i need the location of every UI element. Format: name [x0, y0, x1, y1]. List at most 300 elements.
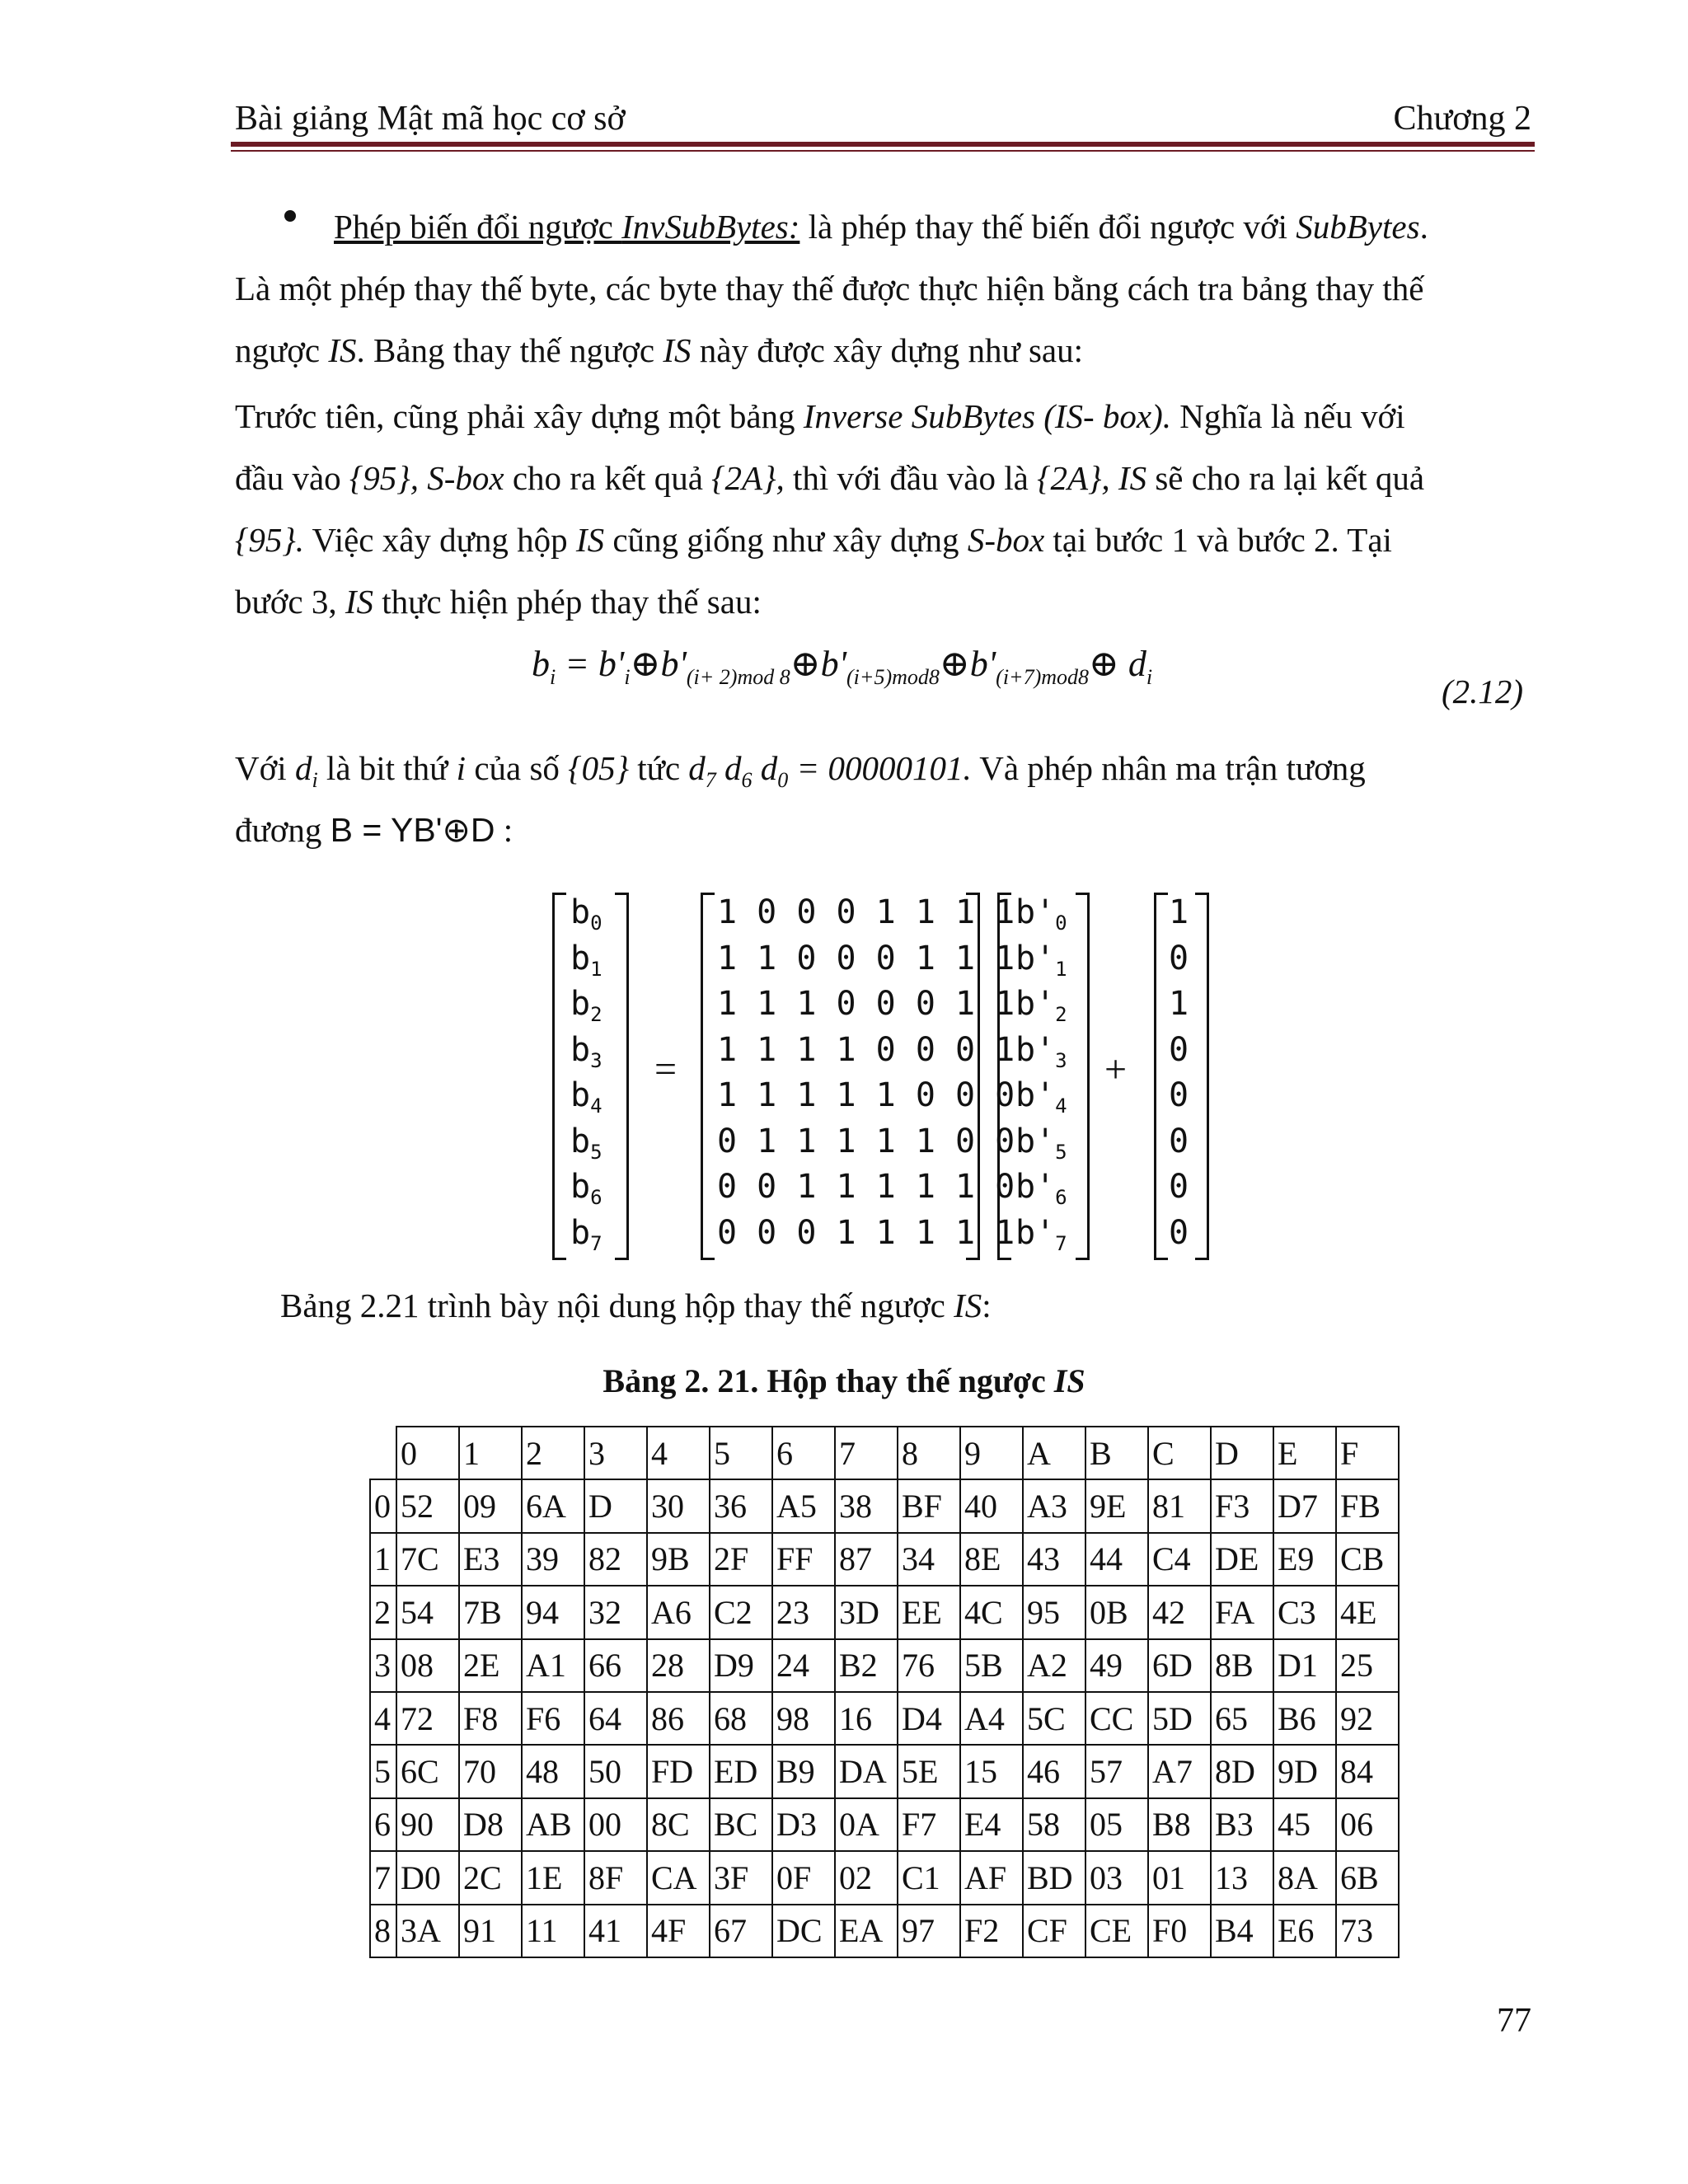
entry-base: b [570, 939, 591, 977]
table-cell: 4F [647, 1905, 710, 1957]
table-cell: 58 [1023, 1798, 1085, 1851]
text-italic: d [715, 749, 742, 787]
table-cell: A5 [772, 1479, 835, 1532]
table-cell: 81 [1148, 1479, 1211, 1532]
entry-base: b' [1015, 985, 1056, 1023]
table-cell: 7C [396, 1533, 459, 1586]
entry-base: b' [1015, 1030, 1056, 1069]
table-cell: 41 [584, 1905, 647, 1957]
table-cell: A3 [1023, 1479, 1085, 1532]
table-cell: 92 [1336, 1692, 1399, 1745]
table-cell: 54 [396, 1586, 459, 1638]
table-row [370, 1798, 1399, 1851]
formula-sub: i [624, 664, 631, 689]
text-span: tại bước 1 và bước 2. Tại [1044, 521, 1392, 559]
table-cell: B8 [1148, 1798, 1211, 1851]
table-cell: 8C [647, 1798, 710, 1851]
table-cell: 30 [647, 1479, 710, 1532]
bullet-title-italic: InvSubBytes: [621, 208, 800, 246]
table-cell: 25 [1336, 1639, 1399, 1692]
text-italic: {95}. [235, 521, 305, 559]
entry-base: b [570, 1122, 591, 1160]
row-header: 4 [370, 1692, 396, 1745]
table-cell: DA [835, 1745, 898, 1797]
table-cell: FF [772, 1533, 835, 1586]
matrix-y-row: 0 0 1 1 1 1 1 0 [717, 1168, 1015, 1206]
bullet-line-3 [235, 320, 1533, 382]
table-cell: 44 [1085, 1533, 1148, 1586]
vector-d-entry: 1 [1169, 985, 1189, 1023]
entry-sub: 7 [590, 1231, 603, 1255]
vector-b-prime-entry [1015, 982, 1067, 1028]
header-rule [231, 142, 1535, 147]
table-cell: 01 [1148, 1851, 1211, 1904]
text-span: đầu vào [235, 459, 349, 497]
table-cell: 28 [647, 1639, 710, 1692]
para2-line-1 [235, 386, 1533, 448]
text-span: Bảng 2. 21. Hộp thay thế ngược [603, 1362, 1054, 1399]
table-cell: 2C [459, 1851, 522, 1904]
bullet-icon [284, 210, 296, 222]
matrix-y-row: 1 1 1 1 0 0 0 1 [717, 1030, 1015, 1069]
table-cell: A2 [1023, 1639, 1085, 1692]
table-cell: 9B [647, 1533, 710, 1586]
text-span: của số [466, 749, 569, 787]
table-cell: 8A [1273, 1851, 1336, 1904]
table-cell: 8E [960, 1533, 1023, 1586]
vector-b-entry [570, 890, 603, 936]
table-cell: 0A [835, 1798, 898, 1851]
vector-b-prime [1015, 890, 1067, 1256]
entry-base: b' [1015, 893, 1056, 931]
table-cell: 6C [396, 1745, 459, 1797]
text-sub: i [312, 768, 318, 793]
table-cell: 03 [1085, 1851, 1148, 1904]
text-span: : [495, 811, 513, 849]
table-cell: C4 [1148, 1533, 1211, 1586]
bullet-text-italic: SubBytes [1296, 208, 1420, 246]
table-cell: B9 [772, 1745, 835, 1797]
entry-sub: 2 [1055, 1003, 1067, 1026]
entry-sub: 1 [1055, 957, 1067, 981]
column-header: 3 [584, 1427, 647, 1479]
table-cell: 39 [522, 1533, 584, 1586]
page-number: 77 [1497, 2002, 1531, 2040]
matrix-y-row: 1 1 1 0 0 0 1 1 [717, 985, 1015, 1023]
equals-sign: = [654, 1047, 678, 1091]
column-header: 7 [835, 1427, 898, 1479]
table-cell: AF [960, 1851, 1023, 1904]
table-cell: BD [1023, 1851, 1085, 1904]
table-row [370, 1639, 1399, 1692]
table-cell: 4C [960, 1586, 1023, 1638]
table-cell: 50 [584, 1745, 647, 1797]
vector-d-entry: 0 [1169, 1076, 1189, 1114]
text-span: thực hiện phép thay thế sau: [373, 583, 762, 621]
entry-sub: 4 [590, 1094, 603, 1118]
row-header: 3 [370, 1639, 396, 1692]
text-sub: 7 [705, 768, 716, 793]
table-cell: 90 [396, 1798, 459, 1851]
vector-b-entry [570, 1165, 603, 1211]
entry-sub: 1 [590, 957, 603, 981]
entry-sub: 0 [590, 912, 603, 935]
table-cell: D4 [898, 1692, 960, 1745]
text-span: Trước tiên, cũng phải xây dựng một bảng [235, 397, 804, 435]
text-italic: {2A}, IS [1037, 459, 1147, 497]
table-cell: F3 [1211, 1479, 1273, 1532]
table-cell: 3A [396, 1905, 459, 1957]
header-chapter: Chương 2 [1393, 100, 1531, 138]
table-cell: E3 [459, 1533, 522, 1586]
table-cell: 43 [1023, 1533, 1085, 1586]
table-cell: B4 [1211, 1905, 1273, 1957]
formula-sub: (i+7)mod8 [996, 664, 1090, 689]
table-cell: C1 [898, 1851, 960, 1904]
text-sub: 0 [777, 768, 789, 793]
vector-b-prime-entry [1015, 890, 1067, 936]
text-italic: {05} [568, 749, 629, 787]
table-row [370, 1745, 1399, 1797]
column-header: 2 [522, 1427, 584, 1479]
bracket-left [997, 893, 1011, 1260]
table-cell: 5B [960, 1639, 1023, 1692]
table-cell: 23 [772, 1586, 835, 1638]
text-span: là bit thứ [317, 749, 457, 787]
column-header: 8 [898, 1427, 960, 1479]
table-cell: 06 [1336, 1798, 1399, 1851]
table-cell: 82 [584, 1533, 647, 1586]
para3-line-2 [235, 799, 1533, 861]
table-cell: A4 [960, 1692, 1023, 1745]
table-cell: 65 [1211, 1692, 1273, 1745]
text-span: Nghĩa là nếu với [1171, 397, 1405, 435]
table-cell: C2 [710, 1586, 772, 1638]
vector-d-entry: 0 [1169, 1168, 1189, 1206]
table-cell: B3 [1211, 1798, 1273, 1851]
table-cell: F7 [898, 1798, 960, 1851]
text-span: đương [235, 811, 331, 849]
table-cell: 3F [710, 1851, 772, 1904]
table-cell: E6 [1273, 1905, 1336, 1957]
table-cell: 15 [960, 1745, 1023, 1797]
table-cell: 9D [1273, 1745, 1336, 1797]
formula-term: ⊕ d [1089, 644, 1146, 684]
text-italic: {95}, S-box [349, 459, 504, 497]
table-cell: 34 [898, 1533, 960, 1586]
text-sub: 6 [741, 768, 753, 793]
table-cell: F0 [1148, 1905, 1211, 1957]
entry-base: b' [1015, 1122, 1056, 1160]
table-cell: 6A [522, 1479, 584, 1532]
formula-term: ⊕b' [939, 644, 996, 684]
table-cell: E4 [960, 1798, 1023, 1851]
table-cell: DC [772, 1905, 835, 1957]
vector-b-prime-entry [1015, 936, 1067, 982]
bracket-left [701, 893, 715, 1260]
table-cell: 94 [522, 1586, 584, 1638]
table-cell: 70 [459, 1745, 522, 1797]
formula-term: = b' [556, 644, 625, 684]
table-cell: D9 [710, 1639, 772, 1692]
table-cell: CF [1023, 1905, 1085, 1957]
table-cell: 8F [584, 1851, 647, 1904]
table-cell: 57 [1085, 1745, 1148, 1797]
column-header: D [1211, 1427, 1273, 1479]
table-row [370, 1479, 1399, 1532]
column-header: B [1085, 1427, 1148, 1479]
bullet-line-2: Là một phép thay thế byte, các byte thay thế được thực hiện bằng cách tra bảng thay thế [235, 269, 1424, 307]
vector-d-entry: 0 [1169, 939, 1189, 977]
table-cell: 36 [710, 1479, 772, 1532]
table-row [370, 1533, 1399, 1586]
table-cell: CA [647, 1851, 710, 1904]
row-header: 1 [370, 1533, 396, 1586]
text-italic: d [294, 749, 312, 787]
table-cell: 16 [835, 1692, 898, 1745]
table-cell: BF [898, 1479, 960, 1532]
table-cell: 4E [1336, 1586, 1399, 1638]
row-header: 6 [370, 1798, 396, 1851]
table-cell: CE [1085, 1905, 1148, 1957]
table-cell: 6B [1336, 1851, 1399, 1904]
text-span: Với [235, 749, 295, 787]
bracket-left [1154, 893, 1168, 1260]
table-intro [280, 1286, 992, 1325]
entry-sub: 5 [590, 1140, 603, 1164]
entry-sub: 2 [590, 1003, 603, 1026]
entry-base: b [570, 985, 591, 1023]
text-italic: S-box [967, 521, 1045, 559]
vector-d [1169, 890, 1189, 1256]
text-span: : [982, 1286, 992, 1324]
entry-sub: 6 [1055, 1186, 1067, 1209]
text-italic: IS [663, 331, 692, 369]
text-span: bước 3, [235, 583, 345, 621]
text-span: cho ra kết quả [504, 459, 712, 497]
entry-sub: 5 [1055, 1140, 1067, 1164]
column-header: F [1336, 1427, 1399, 1479]
text-italic: = 00000101. [788, 749, 972, 787]
text-span: thì với đầu vào là [784, 459, 1038, 497]
table-cell: 1E [522, 1851, 584, 1904]
table-cell: AB [522, 1798, 584, 1851]
entry-sub: 3 [1055, 1048, 1067, 1072]
text-italic: Inverse SubBytes (IS- box). [803, 397, 1172, 435]
column-header: 5 [710, 1427, 772, 1479]
header-rule-thin [231, 150, 1535, 152]
table-cell: 49 [1085, 1639, 1148, 1692]
column-header: C [1148, 1427, 1211, 1479]
row-header: 0 [370, 1479, 396, 1532]
table-cell: 00 [584, 1798, 647, 1851]
row-header: 2 [370, 1586, 396, 1638]
table-cell: 24 [772, 1639, 835, 1692]
vector-b-entry [570, 936, 603, 982]
text-span: Bảng 2.21 trình bày nội dung hộp thay thế ngược [280, 1286, 954, 1324]
table-cell: 0B [1085, 1586, 1148, 1638]
text-italic: IS [1053, 1362, 1085, 1399]
table-title [0, 1361, 1688, 1400]
vector-b-prime-entry [1015, 1211, 1067, 1257]
formula-term: ⊕b' [790, 644, 847, 684]
table-cell: 84 [1336, 1745, 1399, 1797]
table-cell: 52 [396, 1479, 459, 1532]
table-cell: 40 [960, 1479, 1023, 1532]
table-cell: FD [647, 1745, 710, 1797]
column-header: 1 [459, 1427, 522, 1479]
text-italic: d [752, 749, 778, 787]
table-cell: D3 [772, 1798, 835, 1851]
table-cell: EE [898, 1586, 960, 1638]
table-cell: BC [710, 1798, 772, 1851]
entry-base: b [570, 1213, 591, 1252]
formula-term: ⊕b' [630, 644, 687, 684]
formula-2-12 [532, 643, 1152, 690]
text-span: ngược [235, 331, 329, 369]
text-span: Và phép nhân ma trận tương [971, 749, 1366, 787]
column-header: A [1023, 1427, 1085, 1479]
text-italic: IS [345, 583, 374, 621]
table-cell: 98 [772, 1692, 835, 1745]
entry-base: b [570, 1168, 591, 1206]
table-cell: C3 [1273, 1586, 1336, 1638]
row-header: 8 [370, 1905, 396, 1957]
vector-d-entry: 0 [1169, 1030, 1189, 1069]
row-header: 7 [370, 1851, 396, 1904]
table-cell: ED [710, 1745, 772, 1797]
row-header: 5 [370, 1745, 396, 1797]
text-span: . Bảng thay thế ngược [356, 331, 663, 369]
text-span: cũng giống như xây dựng [604, 521, 968, 559]
table-cell: 5C [1023, 1692, 1085, 1745]
table-cell: 11 [522, 1905, 584, 1957]
bullet-text-end: . [1419, 208, 1428, 246]
table-cell: D [584, 1479, 647, 1532]
table-cell: 0F [772, 1851, 835, 1904]
entry-base: b [570, 1076, 591, 1114]
table-cell: 68 [710, 1692, 772, 1745]
table-cell: A7 [1148, 1745, 1211, 1797]
table-header-row [370, 1427, 1399, 1479]
table-cell: 97 [898, 1905, 960, 1957]
table-cell: 2E [459, 1639, 522, 1692]
table-row [370, 1586, 1399, 1638]
table-row [370, 1851, 1399, 1904]
table-cell: 2F [710, 1533, 772, 1586]
table-cell: D8 [459, 1798, 522, 1851]
text-italic: {2A}, [711, 459, 785, 497]
table-cell: FB [1336, 1479, 1399, 1532]
vector-b-prime-entry [1015, 1073, 1067, 1119]
table-cell: 8D [1211, 1745, 1273, 1797]
inverse-sbox-table [369, 1426, 1400, 1958]
entry-base: b' [1015, 1213, 1056, 1252]
text-italic: i [456, 749, 467, 787]
table-cell: 13 [1211, 1851, 1273, 1904]
table-cell: CB [1336, 1533, 1399, 1586]
table-cell: DE [1211, 1533, 1273, 1586]
table-cell: E9 [1273, 1533, 1336, 1586]
table-cell: 64 [584, 1692, 647, 1745]
table-cell: 05 [1085, 1798, 1148, 1851]
plus-sign: + [1104, 1047, 1128, 1091]
table-cell: 5D [1148, 1692, 1211, 1745]
table-cell: F8 [459, 1692, 522, 1745]
vector-b-prime-entry [1015, 1028, 1067, 1074]
table-cell: F6 [522, 1692, 584, 1745]
table-cell: FA [1211, 1586, 1273, 1638]
entry-base: b' [1015, 939, 1056, 977]
table-cell: B6 [1273, 1692, 1336, 1745]
table-cell: 95 [1023, 1586, 1085, 1638]
bracket-right [1076, 893, 1090, 1260]
vector-b-entry [570, 1028, 603, 1074]
table-cell: EA [835, 1905, 898, 1957]
table-cell: 08 [396, 1639, 459, 1692]
table-cell: D0 [396, 1851, 459, 1904]
entry-base: b [570, 1030, 591, 1069]
table-cell: 42 [1148, 1586, 1211, 1638]
bracket-left [552, 893, 566, 1260]
vector-d-entry: 0 [1169, 1213, 1189, 1252]
vector-b-prime-entry [1015, 1119, 1067, 1165]
table-cell: D1 [1273, 1639, 1336, 1692]
para2-line-2 [235, 448, 1533, 509]
table-cell: 87 [835, 1533, 898, 1586]
matrix-y-row: 1 1 1 1 1 0 0 0 [717, 1076, 1015, 1114]
table-cell: 76 [898, 1639, 960, 1692]
text-span: tức [628, 749, 689, 787]
vector-b-entry [570, 1073, 603, 1119]
bullet-text: là phép thay thế biến đổi ngược với [799, 208, 1296, 246]
table-cell: A6 [647, 1586, 710, 1638]
entry-sub: 0 [1055, 912, 1067, 935]
table-row [370, 1905, 1399, 1957]
bullet-line-1 [334, 196, 1533, 258]
matrix-y [717, 890, 1015, 1256]
bullet-title [334, 208, 799, 246]
text-span: Việc xây dựng hộp [304, 521, 576, 559]
text-italic: IS [575, 521, 605, 559]
column-header: 9 [960, 1427, 1023, 1479]
table-cell: 72 [396, 1692, 459, 1745]
header-title: Bài giảng Mật mã học cơ sở [235, 100, 626, 138]
text-italic: IS [328, 331, 357, 369]
table-cell: 66 [584, 1639, 647, 1692]
entry-sub: 7 [1055, 1231, 1067, 1255]
matrix-equation: B = YB'⊕D [330, 811, 495, 849]
formula-sub: i [1146, 664, 1153, 689]
matrix-y-row: 0 0 0 1 1 1 1 1 [717, 1213, 1015, 1252]
table-cell: 38 [835, 1479, 898, 1532]
para2-line-3 [235, 509, 1533, 571]
para2-line-4 [235, 571, 1533, 633]
bracket-right [1195, 893, 1209, 1260]
text-italic: IS [954, 1286, 982, 1324]
table-cell: A1 [522, 1639, 584, 1692]
entry-base: b' [1015, 1168, 1056, 1206]
table-cell: 02 [835, 1851, 898, 1904]
vector-b-prime-entry [1015, 1165, 1067, 1211]
vector-d-entry: 1 [1169, 893, 1189, 931]
column-header: 4 [647, 1427, 710, 1479]
formula-sub: (i+5)mod8 [846, 664, 940, 689]
vector-b-entry [570, 982, 603, 1028]
table-cell: 91 [459, 1905, 522, 1957]
entry-sub: 3 [590, 1048, 603, 1072]
table-cell: 9E [1085, 1479, 1148, 1532]
